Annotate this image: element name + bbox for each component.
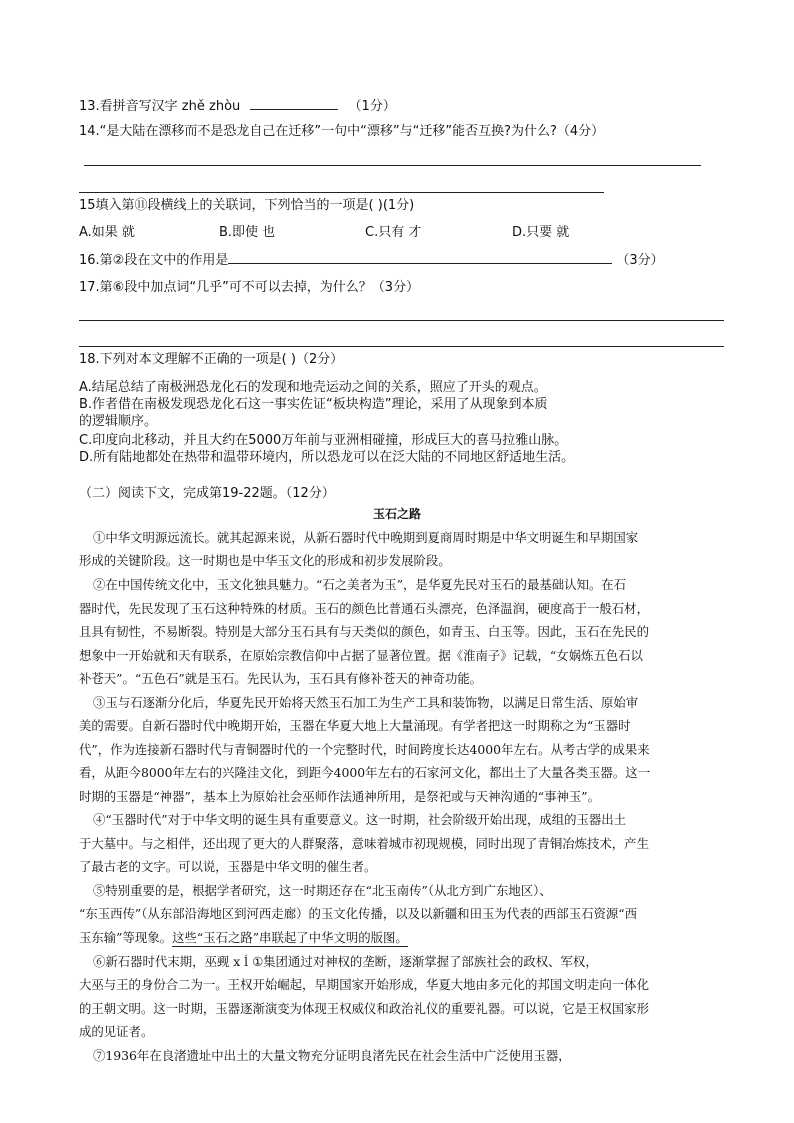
- passage-line: ⑥新石器时代末期，巫觋 x ĺ ①集团通过对神权的垄断，逐渐掌握了部族社会的政权、军权，: [93, 954, 598, 969]
- passage-line: 成的见证者。: [79, 1024, 154, 1039]
- passage-line: [79, 930, 408, 947]
- passage-line: 的王朝文明。这一时期，玉器逐渐演变为体现王权威仪和政治礼仪的重要礼器。可以说，它是王权国家形: [79, 1001, 649, 1016]
- question-16: [79, 253, 664, 269]
- answer-line[interactable]: [79, 192, 604, 193]
- passage-title: 玉石之路: [373, 507, 422, 521]
- passage-line: ①中华文明源远流长。就其起源来说，从新石器时代中晚期到夏商周时期是中华文明诞生和早期国家: [93, 530, 639, 545]
- answer-blank[interactable]: [228, 263, 612, 264]
- passage-line: 时期的玉器是“神器”，基本上为原始社会巫师作法通神所用，是祭祀或与天神沟通的“事神玉”。: [79, 789, 600, 804]
- passage-line: 美的需要。自新石器时代中晚期开始，玉器在华夏大地上大量涌现。有学者把这一时期称之为“玉器时: [79, 718, 631, 733]
- question-13-text: 13.看拼音写汉字 zhě zhòu: [79, 99, 241, 114]
- answer-line[interactable]: [84, 165, 701, 166]
- option-c: C.只有 才: [365, 225, 422, 240]
- question-13-score: （1分）: [348, 99, 396, 114]
- passage-line: “东玉西传”（从东部沿海地区到河西走廊）的玉文化传播，以及以新疆和田玉为代表的西部玉石资源“西: [79, 906, 637, 921]
- question-15: 15填入第⑪段横线上的关联词，下列恰当的一项是( )(1分): [79, 198, 415, 213]
- option-b-continued: 的逻辑顺序。: [79, 414, 158, 429]
- answer-blank[interactable]: [250, 109, 338, 110]
- question-17: 17.第⑥段中加点词“几乎”可不可以去掉，为什么？（3分）: [79, 280, 420, 295]
- option-c: C.印度向北移动，并且大约在5000万年前与亚洲相碰撞，形成巨大的喜马拉雅山脉。: [79, 433, 568, 448]
- passage-line: 器时代，先民发现了玉石这种特殊的材质。玉石的颜色比普通石头漂亮，色泽温润，硬度高于一般石材，: [79, 601, 649, 616]
- passage-line: ④“玉器时代”对于中华文明的诞生具有重要意义。这一时期，社会阶级开始出现，成组的玉器出土: [93, 812, 627, 827]
- answer-line[interactable]: [79, 346, 724, 347]
- passage-line: 了最古老的文字。可以说，玉器是中华文明的催生者。: [79, 859, 377, 874]
- question-18: 18.下列对本文理解不正确的一项是( )（2分）: [79, 352, 344, 367]
- option-b: B.作者借在南极发现恐龙化石这一事实佐证“板块构造”理论，采用了从现象到本质: [79, 397, 548, 412]
- passage-line: 形成的关键阶段。这一时期也是中华玉文化的形成和初步发展阶段。: [79, 553, 451, 568]
- passage-line: 补苍天”。“五色石”就是玉石。先民认为，玉石具有修补苍天的神奇功能。: [79, 671, 483, 686]
- passage-line: ②在中国传统文化中，玉文化独具魅力。“石之美者为玉”，是华夏先民对玉石的最基础认知。在石: [93, 577, 627, 592]
- passage-line: 看，从距今8000年左右的兴隆洼文化，到距今4000年左右的石家河文化，都出土了大量各类玉器。这一: [79, 765, 651, 780]
- passage-line: 于大墓中。与之相伴，还出现了更大的人群聚落，意味着城市初现规模，同时出现了青铜冶炼技术，产生: [79, 836, 649, 851]
- option-a: A.结尾总结了南极洲恐龙化石的发现和地壳运动之间的关系，照应了开头的观点。: [79, 380, 547, 395]
- passage-line: ③玉与石逐渐分化后，华夏先民开始将天然玉石加工为生产工具和装饰物，以满足日常生活、原始审: [93, 695, 639, 710]
- passage-line: 想象中一开始就和天有联系，在原始宗教信仰中占据了显著位置。据《淮南子》记载，“女娲炼五色石以: [79, 648, 643, 663]
- passage-line: 大巫与王的身份合二为一。王权开始崛起，早期国家开始形成，华夏大地由多元化的邦国文明走向一体化: [79, 977, 649, 992]
- option-d: D.所有陆地都处在热带和温带环境内，所以恐龙可以在泛大陆的不同地区舒适地生活。: [79, 450, 575, 465]
- section-heading: （二）阅读下文，完成第19-22题。（12分）: [79, 486, 335, 501]
- option-a: A.如果 就: [79, 225, 135, 240]
- question-16-text: 16.第②段在文中的作用是: [79, 253, 229, 268]
- passage-line: ⑦1936年在良渚遗址中出土的大量文物充分证明良渚先民在社会生活中广泛使用玉器，: [93, 1048, 571, 1063]
- passage-line: 代”，作为连接新石器时代与青铜器时代的一个完整时代，时间跨度长达4000年左右。从考古学的成果来: [79, 742, 650, 757]
- passage-text: 玉东输”等现象。: [79, 930, 173, 945]
- passage-line: 且具有韧性，不易断裂。特别是大部分玉石具有与天类似的颜色，如青玉、白玉等。因此，玉石在先民的: [79, 624, 649, 639]
- option-d: D.只要 就: [512, 225, 570, 240]
- question-13: [79, 99, 396, 115]
- underlined-sentence: 这些“玉石之路”串联起了中华文明的版图。: [172, 930, 408, 945]
- passage-line: ⑤特别重要的是，根据学者研究，这一时期还存在“北玉南传”（从北方到广东地区）、: [93, 883, 552, 898]
- option-b: B.即使 也: [219, 225, 276, 240]
- question-14: 14.“是大陆在漂移而不是恐龙自己在迁移”一句中“漂移”与“迁移”能否互换?为什么?（4分）: [79, 124, 605, 139]
- answer-line[interactable]: [79, 320, 724, 321]
- question-16-score: （3分）: [616, 253, 664, 268]
